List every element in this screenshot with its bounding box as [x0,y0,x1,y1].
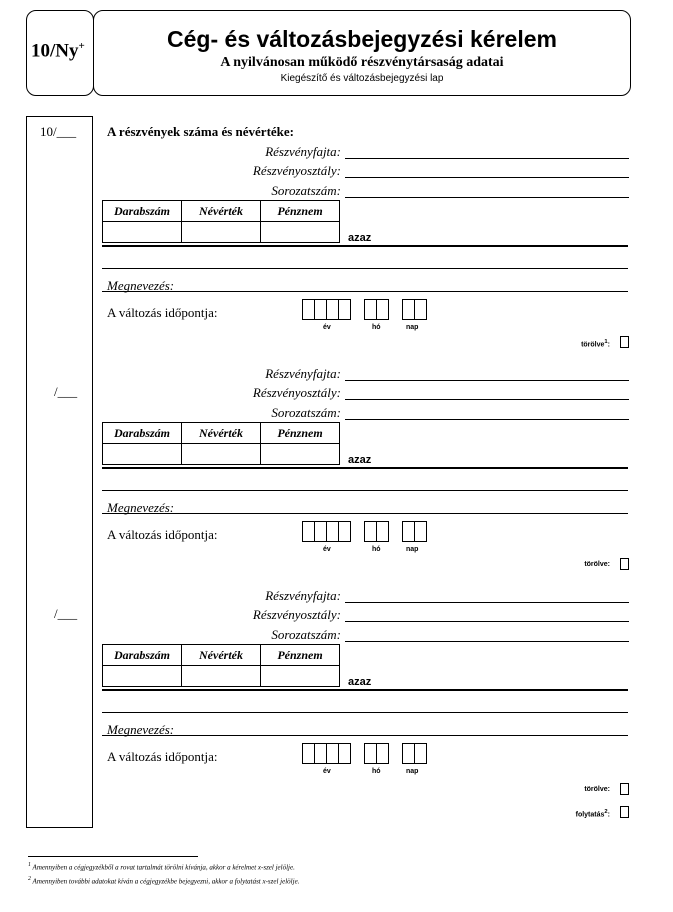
share-table [102,644,340,687]
footnote-1: $^1$ Amennyiben a cégjegyzékből a rovat tartalmát törölni kívánja, akkor a kérelmet x-szel jelölje. [28,862,295,872]
section-title: A részvények száma és névértéke: [107,124,294,139]
label-torolve: törölve$^1$: [581,339,610,349]
checkbox-torolve[interactable] [620,558,629,570]
extra-line[interactable] [102,268,628,269]
cell-penznem[interactable] [261,666,340,687]
block-number-2: /___ [54,384,78,399]
section-number-column [26,116,93,828]
label-folytatas: folytatás$^2$: [575,809,610,819]
label-sorozatszam: Sorozatszám: [271,627,341,642]
date-month[interactable] [365,521,389,542]
extra-line[interactable] [102,490,628,491]
field-megnevezes[interactable] [102,735,628,736]
label-valtozas: A változás időpontja: [107,305,218,320]
label-nap: nap [406,324,419,331]
date-day[interactable] [403,743,427,764]
cell-darabszam[interactable] [103,444,182,465]
footnote-separator [28,856,198,857]
field-reszvenyfajta[interactable] [345,602,629,603]
form-code: 10/Ny+ [31,40,85,62]
azaz-line[interactable] [102,245,628,247]
share-table [102,200,340,243]
field-reszvenyosztaly[interactable] [345,399,629,400]
footnote-2: $^2$ Amennyiben további adatokat kíván a cégjegyzékbe bejegyezni, akkor a folytatást x-szel jelölje. [28,876,300,886]
label-torolve: törölve: [584,561,610,568]
cell-penznem[interactable] [261,222,340,243]
page-subtitle: A nyilvánosan működő részvénytársaság adatai [220,55,504,70]
checkbox-folytatas[interactable] [620,806,629,818]
date-year[interactable] [303,743,351,764]
page-title: Cég- és változásbejegyzési kérelem [167,26,557,52]
field-reszvenyfajta[interactable] [345,380,629,381]
cell-darabszam[interactable] [103,222,182,243]
share-table [102,422,340,465]
col-darabszam: Darabszám [103,201,182,222]
label-reszvenyosztaly: Részvényosztály: [252,163,341,178]
section-number: 10/___ [40,124,77,139]
cell-nevertek[interactable] [182,666,261,687]
page-subsubtitle: Kiegészítő és változásbejegyzési lap [280,73,444,84]
date-day[interactable] [403,521,427,542]
col-nevertek: Névérték [182,423,261,444]
cell-nevertek[interactable] [182,222,261,243]
label-valtozas: A változás időpontja: [107,749,218,764]
label-nap: nap [406,546,419,553]
azaz-line[interactable] [102,467,628,469]
date-year[interactable] [303,299,351,320]
field-sorozatszam[interactable] [345,641,629,642]
label-reszvenyosztaly: Részvényosztály: [252,385,341,400]
azaz-label: azaz [348,454,372,466]
label-ho: hó [372,546,381,553]
label-megnevezes: Megnevezés: [107,500,175,515]
date-year[interactable] [303,521,351,542]
field-sorozatszam[interactable] [345,197,629,198]
label-reszvenyosztaly: Részvényosztály: [252,607,341,622]
label-nap: nap [406,768,419,775]
label-sorozatszam: Sorozatszám: [271,405,341,420]
col-nevertek: Névérték [182,645,261,666]
cell-darabszam[interactable] [103,666,182,687]
col-darabszam: Darabszám [103,645,182,666]
date-month[interactable] [365,743,389,764]
azaz-label: azaz [348,232,372,244]
azaz-line[interactable] [102,689,628,691]
label-reszvenyfajta: Részvényfajta: [265,588,341,603]
block-number-3: /___ [54,606,78,621]
field-reszvenyfajta[interactable] [345,158,629,159]
col-penznem: Pénznem [261,645,340,666]
field-sorozatszam[interactable] [345,419,629,420]
label-sorozatszam: Sorozatszám: [271,183,341,198]
date-month[interactable] [365,299,389,320]
col-darabszam: Darabszám [103,423,182,444]
label-torolve: törölve: [584,786,610,793]
label-ev: év [323,546,331,553]
field-megnevezes[interactable] [102,513,628,514]
label-ho: hó [372,324,381,331]
label-ho: hó [372,768,381,775]
field-megnevezes[interactable] [102,291,628,292]
col-penznem: Pénznem [261,201,340,222]
label-reszvenyfajta: Részvényfajta: [265,366,341,381]
extra-line[interactable] [102,712,628,713]
cell-penznem[interactable] [261,444,340,465]
col-nevertek: Névérték [182,201,261,222]
label-ev: év [323,324,331,331]
label-valtozas: A változás időpontja: [107,527,218,542]
label-reszvenyfajta: Részvényfajta: [265,144,341,159]
label-ev: év [323,768,331,775]
checkbox-torolve[interactable] [620,336,629,348]
label-megnevezes: Megnevezés: [107,278,175,293]
cell-nevertek[interactable] [182,444,261,465]
field-reszvenyosztaly[interactable] [345,621,629,622]
field-reszvenyosztaly[interactable] [345,177,629,178]
azaz-label: azaz [348,676,372,688]
date-day[interactable] [403,299,427,320]
checkbox-torolve[interactable] [620,783,629,795]
label-megnevezes: Megnevezés: [107,722,175,737]
col-penznem: Pénznem [261,423,340,444]
